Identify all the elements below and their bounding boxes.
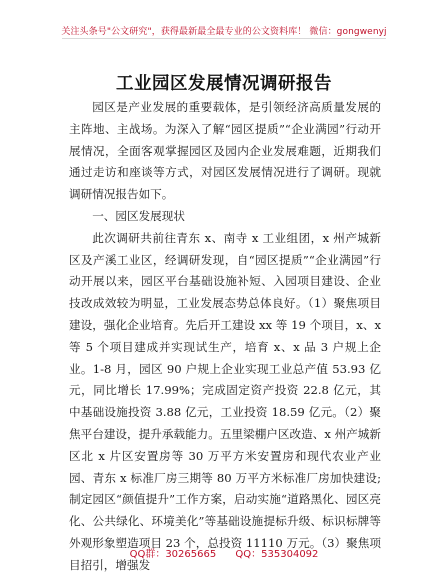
footer-qq: QQ：535304092	[235, 549, 319, 560]
section-heading: 一、园区发展现状	[92, 208, 185, 223]
footer-qq-group: QQ群：30265665	[129, 549, 217, 560]
header-banner: 关注头条号"公文研究"，获得最新最全最专业的公文资料库！ 微信：gongwenyj	[61, 27, 387, 37]
body-paragraph: 此次调研共前往青东 x、南寺 x 工业组团，x 州产城新区及产溪工业区，经调研发现，自“园区提质”“企业满园”行动开展以来，园区平台基础设施补短、入园项目建设、企业技改成效较为明显，工业发展态势总体良好。（1）聚焦项目建设，强化企业培育。先后开工建设 xx 等 19 个项目，x、x 等 5 个项目建成并实现试生产，培育 x、x 品 3 户规上企业。1-8 月，园区 90 户规上企业实现工业总产值 53.93 亿元，同比增长 17.99%；完成固定资产投资 22.8 亿元，其中基础设施投资 3.88 亿元，工业投资 18.59 亿元。（2）聚焦平台建设，提升承载能力。五里梁棚户区改造、x 州产城新区北 x 片区安置房等 30 万平方米安置房和现代农业产业园、青东 x 标准厂房三期等 80 万平方米标准厂房加快建设;制定园区“颜值提升”工作方案，启动实施“道路黑化、园区亮化、公共绿化、环境美化”等基础设施提标升级、标识标牌等外观形象塑造项目 23 个，总投资 11110 万元。（3）聚焦项目招引，增强发	[69, 230, 381, 572]
footer-contact	[0, 545, 448, 560]
header-divider	[62, 38, 386, 39]
document-body	[69, 97, 381, 577]
document-title: 工业园区发展情况调研报告	[116, 74, 332, 94]
intro-paragraph: 园区是产业发展的重要载体，是引领经济高质量发展的主阵地、主战场。为深入了解“园区提质”“企业满园”行动开展情况，全面客观掌握园区及园内企业发展难题，近期我们通过走访和座谈等方式，对园区发展情况进行了调研。现就调研情况报告如下。	[69, 100, 381, 202]
